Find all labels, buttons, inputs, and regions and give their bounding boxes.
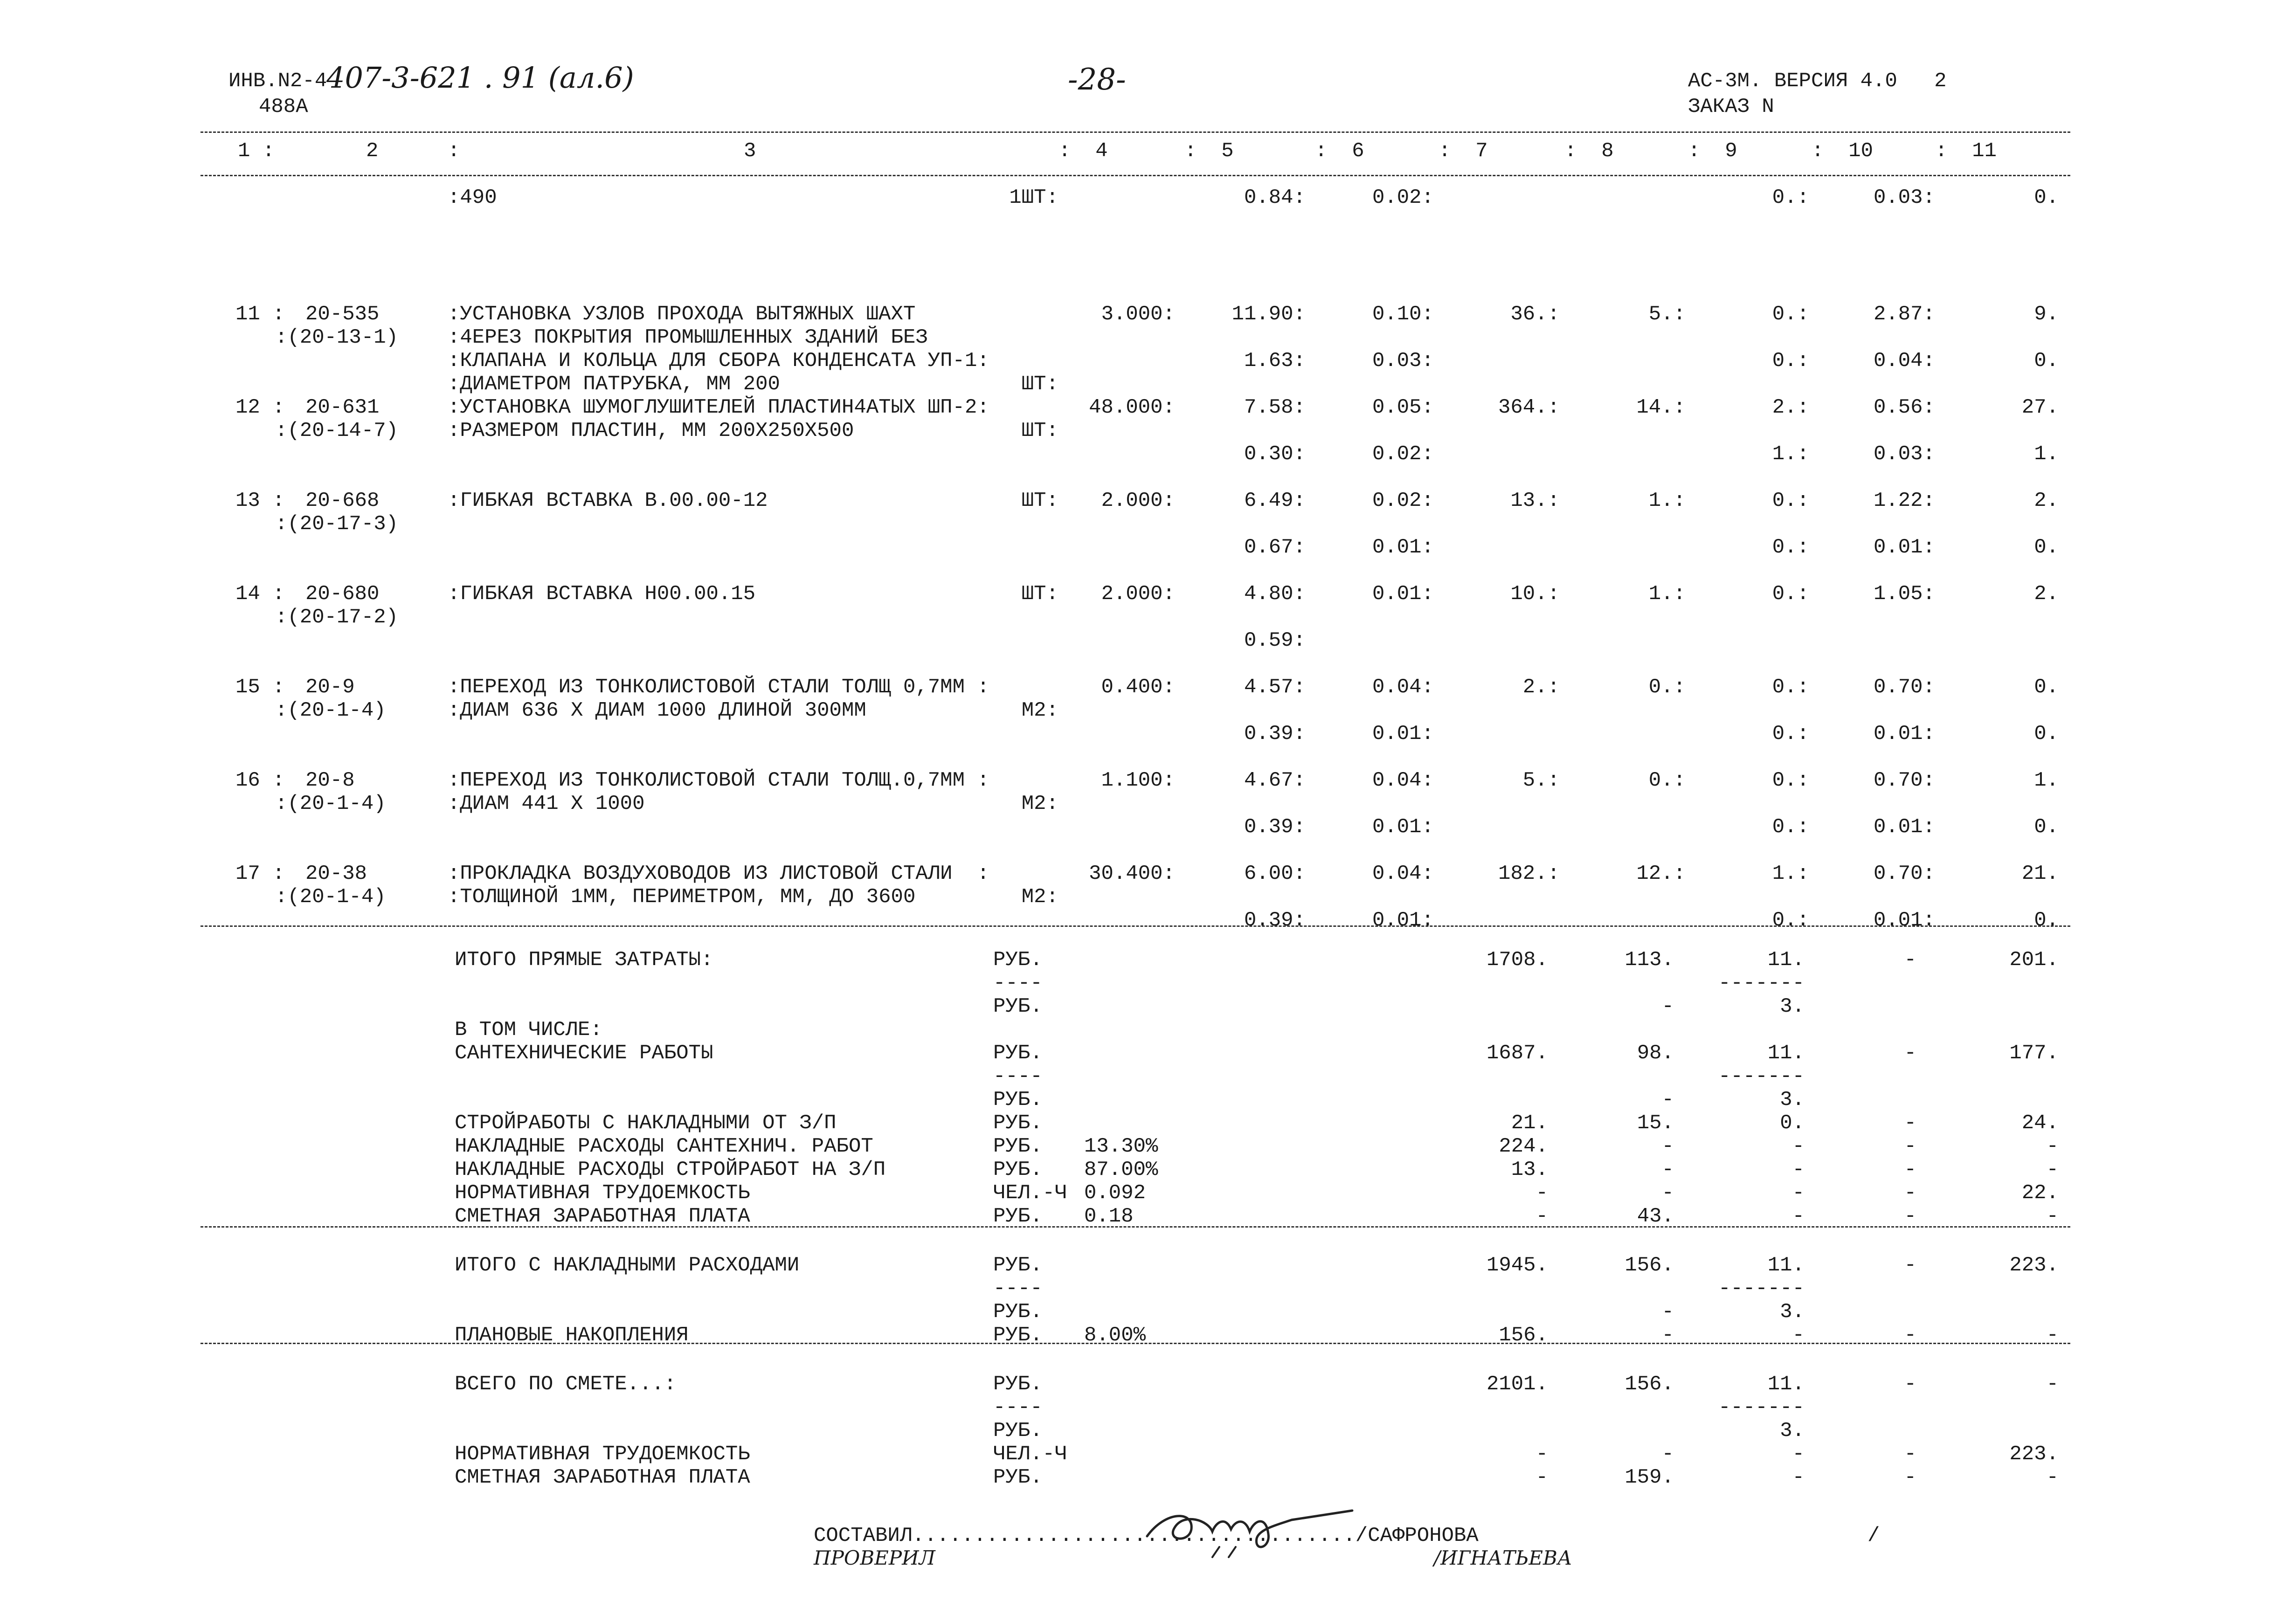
summary-unit: РУБ. — [993, 1158, 1043, 1181]
machine-cost-wages: 0.01: — [1372, 536, 1434, 559]
inventory-handwritten-note: 407-3-621 . 91 (ал.6) — [326, 61, 634, 95]
order-label: ЗАКАЗ N — [1688, 95, 1774, 118]
labor-total: 0. — [2034, 676, 2059, 699]
machinist-labor-total: 1. — [2034, 442, 2059, 466]
page-number: -28- — [1068, 62, 1126, 97]
summary-label: СТРОЙРАБОТЫ С НАКЛАДНЫМИ ОТ З/П — [455, 1111, 837, 1135]
summary-rate: 0.092 — [1084, 1181, 1146, 1205]
summary-rate: 13.30% — [1084, 1135, 1158, 1158]
labor-total: 1. — [2034, 769, 2059, 792]
rate-code: 20-38 — [305, 862, 367, 885]
rate-code: 20-668 — [305, 489, 380, 512]
unit-of-measure: ШТ: — [1021, 489, 1058, 512]
summary-machines: - — [1792, 1324, 1805, 1347]
machine-cost: 0.10: — [1372, 303, 1434, 326]
summary-unit: РУБ. — [993, 1300, 1043, 1324]
row-number: 17 : — [235, 862, 285, 885]
summary-labor-per-unit: - — [1904, 1466, 1916, 1489]
labor-per-unit: 1.22: — [1873, 489, 1935, 512]
machine-total: 0.: — [1772, 769, 1809, 792]
summary-total-cost: 1945. — [1486, 1254, 1548, 1277]
unit-price: 0.84: — [1244, 186, 1306, 209]
labor-total: 2. — [2034, 489, 2059, 512]
work-description: :ГИБКАЯ ВСТАВКА В.00.00-12 — [448, 489, 768, 512]
rate-code: 20-631 — [305, 396, 380, 419]
quantity: 48.000: — [1089, 396, 1175, 419]
summary-wages: - — [1661, 995, 1674, 1018]
summary-machines: 0. — [1780, 1111, 1805, 1135]
summary-label: НАКЛАДНЫЕ РАСХОДЫ САНТЕХНИЧ. РАБОТ — [455, 1135, 873, 1158]
machine-total: 0.: — [1772, 676, 1809, 699]
machine-cost-wages: 0.03: — [1372, 349, 1434, 373]
unit-price-wages: 0.59: — [1244, 629, 1306, 652]
summary-machines: - — [1792, 1466, 1805, 1489]
summary-wages: 159. — [1625, 1466, 1674, 1489]
summary-machines: - — [1792, 1205, 1805, 1228]
row-number: 14 : — [235, 582, 285, 606]
labor-per-unit: 1.05: — [1873, 582, 1935, 606]
summary-rule-1 — [201, 1226, 2070, 1228]
machine-cost: 0.02: — [1372, 489, 1434, 512]
summary-labor-per-unit: - — [1904, 1181, 1916, 1205]
total-cost: 36.: — [1510, 303, 1560, 326]
unit-of-measure: 1ШТ: — [1009, 186, 1058, 209]
work-description: :УСТАНОВКА УЗЛОВ ПРОХОДА ВЫТЯЖНЫХ ШАХТ — [448, 303, 916, 326]
colnum-2: 2 — [366, 139, 379, 163]
machine-wages-total: 0.: — [1772, 815, 1809, 839]
checked-by-label: ПРОВЕРИЛ — [814, 1546, 935, 1569]
summary-wages: - — [1661, 1181, 1674, 1205]
labor-total: 0. — [2034, 186, 2059, 209]
unit-price: 6.00: — [1244, 862, 1306, 885]
machine-cost: 0.04: — [1372, 769, 1434, 792]
unit-price: 4.67: — [1244, 769, 1306, 792]
machinist-labor-total: 0. — [2034, 815, 2059, 839]
summary-machines: 3. — [1780, 1300, 1805, 1324]
summary-label: В ТОМ ЧИСЛЕ: — [455, 1018, 602, 1042]
work-description: :ПЕРЕХОД ИЗ ТОНКОЛИСТОВОЙ СТАЛИ ТОЛЩ 0,7ММ : — [448, 676, 989, 699]
labor-per-unit: 0.56: — [1873, 396, 1935, 419]
items-end-rule — [201, 925, 2070, 927]
total-cost: 182.: — [1498, 862, 1560, 885]
row-number: 15 : — [235, 676, 285, 699]
rate-code: 20-8 — [305, 769, 355, 792]
summary-labor-per-unit: - — [1904, 948, 1916, 972]
unit-price: 6.49: — [1244, 489, 1306, 512]
summary-label: НАКЛАДНЫЕ РАСХОДЫ СТРОЙРАБОТ НА З/П — [455, 1158, 886, 1181]
quantity: 3.000: — [1101, 303, 1175, 326]
unit-price-wages: 1.63: — [1244, 349, 1306, 373]
summary-unit: РУБ. — [993, 1373, 1043, 1396]
summary-labor-total: 223. — [2009, 1254, 2059, 1277]
colnum-8: : 8 — [1564, 139, 1614, 163]
summary-machines: 11. — [1767, 1042, 1805, 1065]
machine-cost-wages: 0.01: — [1372, 815, 1434, 839]
summary-wages: 15. — [1637, 1111, 1674, 1135]
unit-of-measure: М2: — [1021, 792, 1058, 815]
summary-label: НОРМАТИВНАЯ ТРУДОЕМКОСТЬ — [455, 1442, 750, 1466]
summary-rate: 0.18 — [1084, 1205, 1134, 1228]
summary-wages: 156. — [1625, 1254, 1674, 1277]
summary-labor-per-unit: - — [1904, 1158, 1916, 1181]
summary-labor-per-unit: - — [1904, 1254, 1916, 1277]
summary-labor-total: - — [2046, 1158, 2059, 1181]
summary-wages: - — [1661, 1442, 1674, 1466]
work-description: :490 — [448, 186, 497, 209]
summary-labor-total: - — [2046, 1373, 2059, 1396]
summary-unit: РУБ. — [993, 1088, 1043, 1111]
summary-label: НОРМАТИВНАЯ ТРУДОЕМКОСТЬ — [455, 1181, 750, 1205]
summary-unit: ЧЕЛ.-Ч — [993, 1181, 1067, 1205]
unit-of-measure: ШТ: — [1021, 419, 1058, 442]
rate-code: 20-535 — [305, 303, 380, 326]
summary-machines: ------- — [1718, 1277, 1805, 1300]
wages-total: 14.: — [1636, 396, 1686, 419]
summary-total-cost: 1708. — [1486, 948, 1548, 972]
machine-cost: 0.04: — [1372, 676, 1434, 699]
machinist-labor-total: 0. — [2034, 722, 2059, 745]
machine-total: 1.: — [1772, 862, 1809, 885]
machinist-labor-per-unit: 0.01: — [1873, 909, 1935, 932]
colnum-7: : 7 — [1438, 139, 1488, 163]
labor-per-unit: 2.87: — [1873, 303, 1935, 326]
labor-total: 2. — [2034, 582, 2059, 606]
summary-machines: 11. — [1767, 1254, 1805, 1277]
work-description: :ГИБКАЯ ВСТАВКА Н00.00.15 — [448, 582, 756, 606]
summary-wages: - — [1661, 1324, 1674, 1347]
summary-label: ИТОГО С НАКЛАДНЫМИ РАСХОДАМИ — [455, 1254, 800, 1277]
summary-labor-total: - — [2046, 1324, 2059, 1347]
total-cost: 364.: — [1498, 396, 1560, 419]
machine-cost-wages: 0.01: — [1372, 722, 1434, 745]
summary-unit: ---- — [993, 1396, 1043, 1419]
checked-by-name: /ИГНАТЬЕВА — [1434, 1546, 1572, 1569]
machinist-labor-per-unit: 0.01: — [1873, 536, 1935, 559]
summary-unit: РУБ. — [993, 1466, 1043, 1489]
labor-per-unit: 0.03: — [1873, 186, 1935, 209]
machine-cost: 0.04: — [1372, 862, 1434, 885]
row-number: 13 : — [235, 489, 285, 512]
inventory-sub-number: 488А — [259, 95, 308, 118]
work-description: :ДИАМЕТРОМ ПАТРУБКА, ММ 200 — [448, 373, 780, 396]
rate-code-reference: :(20-1-4) — [275, 792, 386, 815]
program-version: АС-3М. ВЕРСИЯ 4.0 2 — [1688, 69, 1947, 93]
summary-machines: 3. — [1780, 1088, 1805, 1111]
summary-labor-total: 177. — [2009, 1042, 2059, 1065]
work-description: :ПЕРЕХОД ИЗ ТОНКОЛИСТОВОЙ СТАЛИ ТОЛЩ.0,7ММ : — [448, 769, 989, 792]
colnum-11: : 11 — [1935, 139, 1997, 163]
summary-labor-total: 22. — [2021, 1181, 2059, 1205]
work-description: :ПРОКЛАДКА ВОЗДУХОВОДОВ ИЗ ЛИСТОВОЙ СТАЛИ : — [448, 862, 989, 885]
summary-unit: ---- — [993, 1277, 1043, 1300]
work-description: :УСТАНОВКА ШУМОГЛУШИТЕЛЕЙ ПЛАСТИН4АТЫХ ШП-2: — [448, 396, 989, 419]
labor-total: 9. — [2034, 303, 2059, 326]
colnum-10: : 10 — [1812, 139, 1874, 163]
machine-cost: 0.01: — [1372, 582, 1434, 606]
machine-total: 0.: — [1772, 489, 1809, 512]
summary-labor-per-unit: - — [1904, 1373, 1916, 1396]
wages-total: 12.: — [1636, 862, 1686, 885]
total-cost: 5.: — [1522, 769, 1560, 792]
summary-wages: - — [1661, 1088, 1674, 1111]
summary-total-cost: 21. — [1511, 1111, 1548, 1135]
machinist-labor-total: 0. — [2034, 349, 2059, 373]
rate-code: 20-9 — [305, 676, 355, 699]
summary-wages: 113. — [1625, 948, 1674, 972]
summary-machines: 3. — [1780, 1419, 1805, 1442]
summary-unit: РУБ. — [993, 1042, 1043, 1065]
summary-wages: 98. — [1637, 1042, 1674, 1065]
row-number: 16 : — [235, 769, 285, 792]
work-description: :ДИАМ 441 Х 1000 — [448, 792, 645, 815]
unit-of-measure: ШТ: — [1021, 582, 1058, 606]
summary-total-cost: 224. — [1499, 1135, 1548, 1158]
work-description: :4ЕРЕЗ ПОКРЫТИЯ ПРОМЫШЛЕННЫХ ЗДАНИЙ БЕЗ — [448, 326, 928, 349]
machine-cost-wages: 0.02: — [1372, 442, 1434, 466]
labor-per-unit: 0.70: — [1873, 862, 1935, 885]
machine-wages-total: 0.: — [1772, 722, 1809, 745]
summary-machines: - — [1792, 1135, 1805, 1158]
row-number: 11 : — [235, 303, 285, 326]
summary-total-cost: - — [1535, 1442, 1548, 1466]
summary-unit: РУБ. — [993, 995, 1043, 1018]
labor-per-unit: 0.70: — [1873, 769, 1935, 792]
unit-price: 11.90: — [1231, 303, 1306, 326]
summary-total-cost: 2101. — [1486, 1373, 1548, 1396]
summary-labor-total: - — [2046, 1135, 2059, 1158]
wages-total: 5.: — [1648, 303, 1686, 326]
colnum-6: : 6 — [1315, 139, 1364, 163]
summary-rule-2 — [201, 1343, 2070, 1344]
unit-of-measure: М2: — [1021, 699, 1058, 722]
machine-cost: 0.05: — [1372, 396, 1434, 419]
summary-labor-per-unit: - — [1904, 1135, 1916, 1158]
summary-machines: - — [1792, 1181, 1805, 1205]
summary-labor-total: 201. — [2009, 948, 2059, 972]
machinist-labor-total: 0. — [2034, 909, 2059, 932]
machine-wages-total: 1.: — [1772, 442, 1809, 466]
compiled-by-line: СОСТАВИЛ..................................../САФРОНОВА — [814, 1524, 1479, 1547]
summary-unit: ---- — [993, 972, 1043, 995]
summary-label: СМЕТНАЯ ЗАРАБОТНАЯ ПЛАТА — [455, 1466, 750, 1489]
colnum-4: : 4 — [1058, 139, 1108, 163]
summary-label: СМЕТНАЯ ЗАРАБОТНАЯ ПЛАТА — [455, 1205, 750, 1228]
header-rule — [201, 131, 2070, 133]
summary-labor-total: - — [2046, 1205, 2059, 1228]
summary-total-cost: - — [1535, 1466, 1548, 1489]
unit-price-wages: 0.30: — [1244, 442, 1306, 466]
row-number: 12 : — [235, 396, 285, 419]
colnum-9: : 9 — [1688, 139, 1737, 163]
summary-machines: 11. — [1767, 1373, 1805, 1396]
machinist-labor-per-unit: 0.01: — [1873, 815, 1935, 839]
summary-unit: РУБ. — [993, 1205, 1043, 1228]
summary-unit: РУБ. — [993, 1135, 1043, 1158]
summary-labor-per-unit: - — [1904, 1111, 1916, 1135]
summary-machines: 3. — [1780, 995, 1805, 1018]
unit-price-wages: 0.67: — [1244, 536, 1306, 559]
unit-price: 4.57: — [1244, 676, 1306, 699]
summary-total-cost: 13. — [1511, 1158, 1548, 1181]
machine-wages-total: 0.: — [1772, 909, 1809, 932]
wages-total: 0.: — [1648, 769, 1686, 792]
summary-labor-total: 24. — [2021, 1111, 2059, 1135]
quantity: 2.000: — [1101, 582, 1175, 606]
summary-unit: РУБ. — [993, 1254, 1043, 1277]
machine-total: 0.: — [1772, 582, 1809, 606]
work-description: :КЛАПАНА И КОЛЬЦА ДЛЯ СБОРА КОНДЕНСАТА УП-1: — [448, 349, 989, 373]
handwritten-signature — [1138, 1492, 1371, 1562]
summary-rate: 87.00% — [1084, 1158, 1158, 1181]
unit-price-wages: 0.39: — [1244, 909, 1306, 932]
summary-machines: ------- — [1718, 972, 1805, 995]
machinist-labor-per-unit: 0.01: — [1873, 722, 1935, 745]
summary-machines: ------- — [1718, 1065, 1805, 1088]
summary-rate: 8.00% — [1084, 1324, 1146, 1347]
summary-unit: ЧЕЛ.-Ч — [993, 1442, 1067, 1466]
rate-code-reference: :(20-1-4) — [275, 699, 386, 722]
rate-code-reference: :(20-13-1) — [275, 326, 399, 349]
unit-price: 4.80: — [1244, 582, 1306, 606]
summary-wages: - — [1661, 1300, 1674, 1324]
summary-machines: - — [1792, 1158, 1805, 1181]
summary-labor-total: - — [2046, 1466, 2059, 1489]
total-cost: 10.: — [1510, 582, 1560, 606]
machinist-labor-per-unit: 0.04: — [1873, 349, 1935, 373]
rate-code-reference: :(20-17-3) — [275, 512, 399, 536]
machinist-labor-total: 0. — [2034, 536, 2059, 559]
machine-wages-total: 0.: — [1772, 536, 1809, 559]
total-cost: 2.: — [1522, 676, 1560, 699]
summary-machines: ------- — [1718, 1396, 1805, 1419]
summary-label: ПЛАНОВЫЕ НАКОПЛЕНИЯ — [455, 1324, 689, 1347]
wages-total: 1.: — [1648, 582, 1686, 606]
summary-labor-per-unit: - — [1904, 1042, 1916, 1065]
summary-label: ВСЕГО ПО СМЕТЕ...: — [455, 1373, 677, 1396]
colnum-3: 3 — [744, 139, 756, 163]
unit-of-measure: ШТ: — [1021, 373, 1058, 396]
summary-unit: РУБ. — [993, 1324, 1043, 1347]
unit-of-measure: М2: — [1021, 885, 1058, 909]
summary-total-cost: - — [1535, 1181, 1548, 1205]
summary-wages: - — [1661, 1158, 1674, 1181]
summary-wages: - — [1661, 1135, 1674, 1158]
summary-wages: 43. — [1637, 1205, 1674, 1228]
summary-label: САНТЕХНИЧЕСКИЕ РАБОТЫ — [455, 1042, 713, 1065]
colnum-5: : 5 — [1184, 139, 1234, 163]
quantity: 30.400: — [1089, 862, 1175, 885]
work-description: :ДИАМ 636 Х ДИАМ 1000 ДЛИНОЙ 300ММ — [448, 699, 866, 722]
machine-cost-wages: 0.01: — [1372, 909, 1434, 932]
summary-labor-per-unit: - — [1904, 1324, 1916, 1347]
summary-labor-per-unit: - — [1904, 1205, 1916, 1228]
machine-total: 0.: — [1772, 186, 1809, 209]
labor-total: 21. — [2021, 862, 2059, 885]
summary-wages: 156. — [1625, 1373, 1674, 1396]
inventory-label: ИНВ.N2-4 — [228, 69, 327, 93]
total-cost: 13.: — [1510, 489, 1560, 512]
wages-total: 1.: — [1648, 489, 1686, 512]
work-description: :РАЗМЕРОМ ПЛАСТИН, ММ 200Х250Х500 — [448, 419, 854, 442]
summary-machines: 11. — [1767, 948, 1805, 972]
quantity: 0.400: — [1101, 676, 1175, 699]
summary-machines: - — [1792, 1442, 1805, 1466]
machine-total: 0.: — [1772, 303, 1809, 326]
rate-code-reference: :(20-1-4) — [275, 885, 386, 909]
quantity: 1.100: — [1101, 769, 1175, 792]
summary-total-cost: - — [1535, 1205, 1548, 1228]
column-number-rule — [201, 175, 2070, 176]
machine-total: 2.: — [1772, 396, 1809, 419]
colnum-1: 1 : — [238, 139, 275, 163]
labor-per-unit: 0.70: — [1873, 676, 1935, 699]
work-description: :ТОЛЩИНОЙ 1ММ, ПЕРИМЕТРОМ, ММ, ДО 3600 — [448, 885, 916, 909]
summary-total-cost: 156. — [1499, 1324, 1548, 1347]
rate-code-reference: :(20-17-2) — [275, 606, 399, 629]
summary-labor-total: 223. — [2009, 1442, 2059, 1466]
machine-wages-total: 0.: — [1772, 349, 1809, 373]
quantity: 2.000: — [1101, 489, 1175, 512]
unit-price: 7.58: — [1244, 396, 1306, 419]
machine-cost: 0.02: — [1372, 186, 1434, 209]
wages-total: 0.: — [1648, 676, 1686, 699]
summary-unit: ---- — [993, 1065, 1043, 1088]
labor-total: 27. — [2021, 396, 2059, 419]
summary-labor-per-unit: - — [1904, 1442, 1916, 1466]
compiled-slash: / — [1867, 1524, 1880, 1547]
rate-code: 20-680 — [305, 582, 380, 606]
rate-code-reference: :(20-14-7) — [275, 419, 399, 442]
summary-unit: РУБ. — [993, 1111, 1043, 1135]
unit-price-wages: 0.39: — [1244, 722, 1306, 745]
colnum-sep: : — [448, 139, 460, 163]
summary-label: ИТОГО ПРЯМЫЕ ЗАТРАТЫ: — [455, 948, 713, 972]
unit-price-wages: 0.39: — [1244, 815, 1306, 839]
machinist-labor-per-unit: 0.03: — [1873, 442, 1935, 466]
summary-unit: РУБ. — [993, 948, 1043, 972]
summary-total-cost: 1687. — [1486, 1042, 1548, 1065]
summary-unit: РУБ. — [993, 1419, 1043, 1442]
